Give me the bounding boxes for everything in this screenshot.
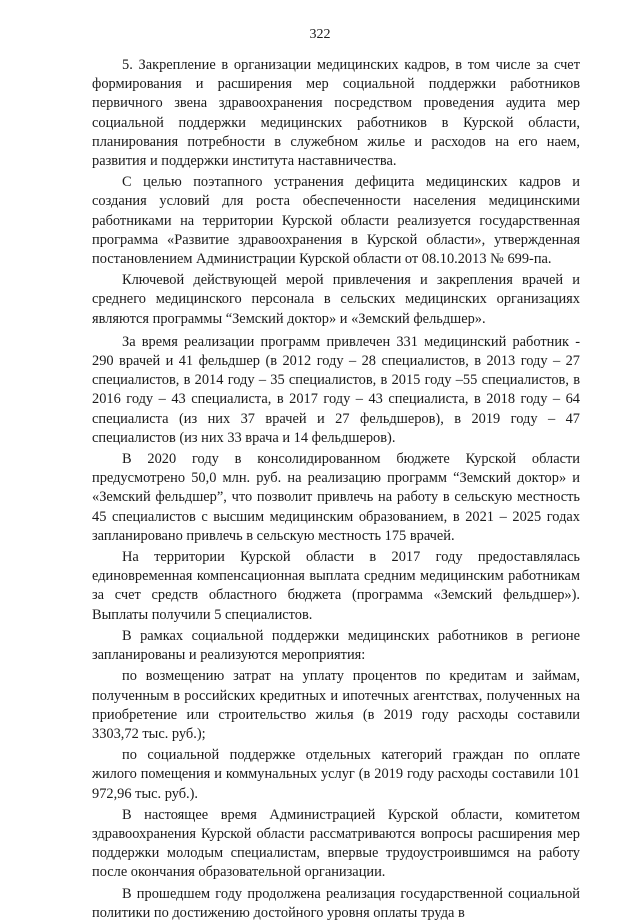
paragraph-housing-utilities: по социальной поддержке отдельных категорий граждан по оплате жилого помещения и коммунальных услуг (в 2019 году расходы составили 101 972,96 тыс. руб.). [92, 747, 580, 802]
paragraph-state-program: С целью поэтапного устранения дефицита медицинских кадров и создания условий для роста обеспеченности населения медицинскими работниками на территории Курской области реализуется государственная программа «Развитие здравоохранения в Курской области», утвержденная постановлением Администрации Курской области от 08.10.2013 № 699-па. [92, 174, 580, 268]
paragraph-loan-interest: по возмещению затрат на уплату процентов по кредитам и займам, полученным в российских кредитных и ипотечных агентствах, полученных на приобретение или строительство жилья (в 2019 году расходы составили 3303,72 тыс. руб.); [92, 668, 580, 742]
paragraph-budget-2020: В 2020 году в консолидированном бюджете Курской области предусмотрено 50,0 млн. руб. на реализацию программ “Земский доктор» и «Земский фельдшер”, что позволит привлечь на работу в сельскую местность 45 специалистов с высшим медицинским образованием, в 2021 – 2025 годах запланировано привлечь в сельскую местность 175 врачей. [92, 451, 580, 544]
paragraph-wage-policy: В прошедшем году продолжена реализация государственной социальной политики по достижению достойного уровня оплаты труда в [92, 885, 580, 921]
paragraph-key-measure: Ключевой действующей мерой привлечения и закрепления врачей и среднего медицинского персонала в сельских медицинских организациях являются программы “Земский доктор» и «Земский фельдшер». [92, 272, 580, 327]
paragraph-program-statistics: За время реализации программ привлечен 331 медицинский работник - 290 врачей и 41 фельдшер (в 2012 году – 28 специалистов, в 2013 году – 27 специалистов, в 2014 году – 35 специалистов, в 2015 году –55 специалистов, в 2016 году – 43 специалиста, в 2017 году – 43 специалиста, в 2018 году – 64 специалиста (из них 37 врачей и 27 фельдшеров), в 2019 году – 47 специалистов (из них 33 врача и 14 фельдшеров). [92, 333, 580, 446]
paragraph-compensation-2017: На территории Курской области в 2017 году предоставлялась единовременная компенсационная выплата средним медицинским работникам за счет средств областного бюджета (программа «Земский фельдшер»). Выплаты получили 5 специалистов. [92, 549, 580, 623]
paragraph-young-specialists: В настоящее время Администрацией Курской области, комитетом здравоохранения Курской области рассматриваются вопросы расширения мер поддержки молодым специалистам, впервые трудоустроившимся на работу после окончания образовательной организации. [92, 806, 580, 881]
paragraph-social-support: В рамках социальной поддержки медицинских работников в регионе запланированы и реализуются мероприятия: [92, 627, 580, 664]
paragraph-staff-retention: 5. Закрепление в организации медицинских кадров, в том числе за счет формирования и расширения мер социальной поддержки работников первичного звена здравоохранения посредством проведения аудита мер социальной поддержки медицинских работников в Курской области, планирования потребности в служебном жилье и расходов на его наем, развития и поддержки института наставничества. [92, 57, 580, 170]
document-body [92, 56, 580, 923]
page-number: 322 [309, 27, 331, 42]
